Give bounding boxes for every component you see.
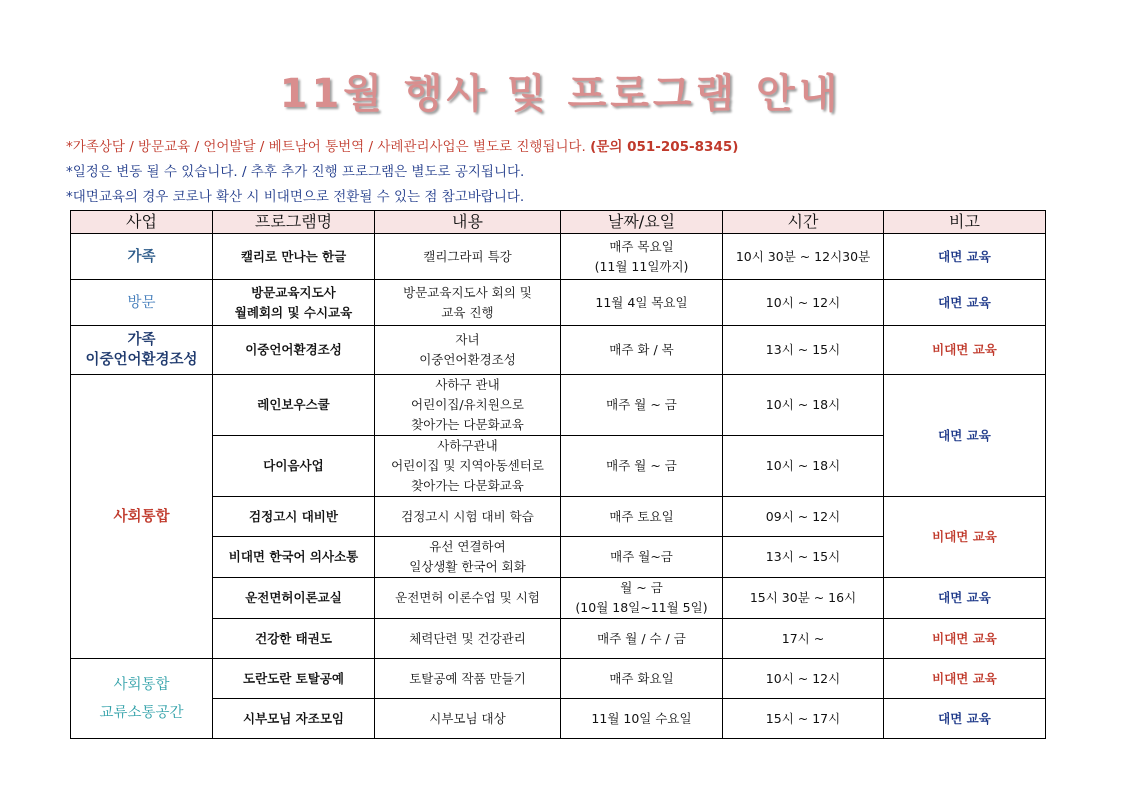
header-time: 시간: [723, 211, 884, 234]
content-cell: [375, 326, 561, 375]
date-cell: 매주 월 / 수 / 금: [561, 619, 723, 659]
content-line: 어린이집 및 지역아동센터로: [391, 458, 544, 473]
notice-line-1: [66, 138, 738, 156]
time-cell: 10시 ~ 12시: [723, 280, 884, 326]
note-cell: 비대면 교육: [884, 619, 1046, 659]
content-cell: 토탈공예 작품 만들기: [375, 659, 561, 699]
table-row: [71, 375, 1046, 436]
note-cell: 비대면 교육: [884, 497, 1046, 578]
notice-line-2: *일정은 변동 될 수 있습니다. / 추후 추가 진행 프로그램은 별도로 공지됩니다.: [66, 164, 525, 180]
program-cell: 비대면 한국어 의사소통: [213, 537, 375, 578]
date-line: 월 ~ 금: [620, 580, 663, 595]
content-cell: 체력단련 및 건강관리: [375, 619, 561, 659]
note-cell: 비대면 교육: [884, 326, 1046, 375]
header-date-day: 날짜/요일: [561, 211, 723, 234]
category-cell: 방문: [71, 280, 213, 326]
table-row: [71, 234, 1046, 280]
note-cell: 비대면 교육: [884, 659, 1046, 699]
program-cell: 운전면허이론교실: [213, 578, 375, 619]
program-cell: 레인보우스쿨: [213, 375, 375, 436]
content-line: 사하구 관내: [435, 377, 500, 392]
program-cell: [213, 280, 375, 326]
content-line: 유선 연결하여: [429, 539, 506, 554]
content-cell: [375, 375, 561, 436]
date-cell: [561, 578, 723, 619]
table-row: [71, 280, 1046, 326]
date-cell: 매주 월~금: [561, 537, 723, 578]
content-line: 사하구관내: [437, 438, 498, 453]
notice-line-3: *대면교육의 경우 코로나 확산 시 비대면으로 전환될 수 있는 점 참고바랍니다.: [66, 189, 525, 205]
table-header-row: [71, 211, 1046, 234]
table-row: [71, 659, 1046, 699]
program-cell: 검정고시 대비반: [213, 497, 375, 537]
program-cell: 캘리로 만나는 한글: [213, 234, 375, 280]
date-cell: 11월 10일 수요일: [561, 699, 723, 739]
time-cell: 15시 30분 ~ 16시: [723, 578, 884, 619]
content-line: 자녀: [455, 332, 480, 347]
content-cell: [375, 436, 561, 497]
content-cell: 캘리그라피 특강: [375, 234, 561, 280]
time-cell: 13시 ~ 15시: [723, 326, 884, 375]
date-cell: 매주 화 / 목: [561, 326, 723, 375]
content-line: 어린이집/유치원으로: [411, 397, 524, 412]
time-cell: 10시 ~ 18시: [723, 375, 884, 436]
header-business: 사업: [71, 211, 213, 234]
category-line: 사회통합: [113, 676, 170, 693]
category-line: 이중언어환경조성: [85, 352, 198, 368]
note-cell: 대면 교육: [884, 280, 1046, 326]
date-line: (10월 18일~11월 5일): [575, 600, 708, 615]
program-cell: 건강한 태권도: [213, 619, 375, 659]
content-line: 방문교육지도사 회의 및: [403, 284, 532, 300]
date-cell: 11월 4일 목요일: [561, 280, 723, 326]
time-cell: 09시 ~ 12시: [723, 497, 884, 537]
table-row: [71, 578, 1046, 619]
date-line: (11월 11일까지): [594, 258, 689, 274]
program-cell: 도란도란 토탈공예: [213, 659, 375, 699]
note-cell: 대면 교육: [884, 234, 1046, 280]
program-line: 월례회의 및 수시교육: [234, 304, 353, 320]
table-row: [71, 699, 1046, 739]
content-cell: 검정고시 시험 대비 학습: [375, 497, 561, 537]
time-cell: 10시 ~ 18시: [723, 436, 884, 497]
date-cell: [561, 234, 723, 280]
time-cell: 13시 ~ 15시: [723, 537, 884, 578]
contact-phone: (문의 051-205-8345): [590, 139, 739, 155]
date-cell: 매주 월 ~ 금: [561, 375, 723, 436]
date-line: 매주 목요일: [609, 238, 674, 254]
category-cell: 가족: [71, 234, 213, 280]
time-cell: 15시 ~ 17시: [723, 699, 884, 739]
time-cell: 10시 30분 ~ 12시30분: [723, 234, 884, 280]
category-line: 교류소통공간: [99, 704, 184, 721]
note-cell: 대면 교육: [884, 578, 1046, 619]
table-row: [71, 619, 1046, 659]
content-cell: 운전면허 이론수업 및 시험: [375, 578, 561, 619]
category-cell: [71, 326, 213, 375]
content-line: 찾아가는 다문화교육: [411, 478, 524, 493]
content-cell: [375, 280, 561, 326]
note-cell: 대면 교육: [884, 699, 1046, 739]
table-row: [71, 497, 1046, 537]
date-cell: 매주 월 ~ 금: [561, 436, 723, 497]
content-line: 교육 진행: [441, 304, 494, 320]
program-schedule-table: [70, 210, 1046, 739]
content-cell: 시부모님 대상: [375, 699, 561, 739]
header-program-name: 프로그램명: [213, 211, 375, 234]
header-content: 내용: [375, 211, 561, 234]
content-line: 찾아가는 다문화교육: [411, 417, 524, 432]
program-cell: 다이음사업: [213, 436, 375, 497]
header-note: 비고: [884, 211, 1046, 234]
date-cell: 매주 토요일: [561, 497, 723, 537]
category-cell: 사회통합: [71, 375, 213, 659]
category-line: 가족: [127, 332, 156, 348]
content-line: 일상생활 한국어 회화: [409, 559, 526, 574]
category-cell: [71, 659, 213, 739]
program-line: 방문교육지도사: [251, 284, 336, 300]
table-row: [71, 326, 1046, 375]
time-cell: 17시 ~: [723, 619, 884, 659]
note-cell: 대면 교육: [884, 375, 1046, 497]
notice-line-1-text: *가족상담 / 방문교육 / 언어발달 / 베트남어 통번역 / 사례관리사업은 별도로 진행됩니다.: [66, 139, 586, 155]
time-cell: 10시 ~ 12시: [723, 659, 884, 699]
program-cell: 이중언어환경조성: [213, 326, 375, 375]
content-cell: [375, 537, 561, 578]
program-cell: 시부모님 자조모임: [213, 699, 375, 739]
page-title: 11월 행사 및 프로그램 안내: [279, 71, 842, 117]
content-line: 이중언어환경조성: [419, 352, 516, 367]
date-cell: 매주 화요일: [561, 659, 723, 699]
